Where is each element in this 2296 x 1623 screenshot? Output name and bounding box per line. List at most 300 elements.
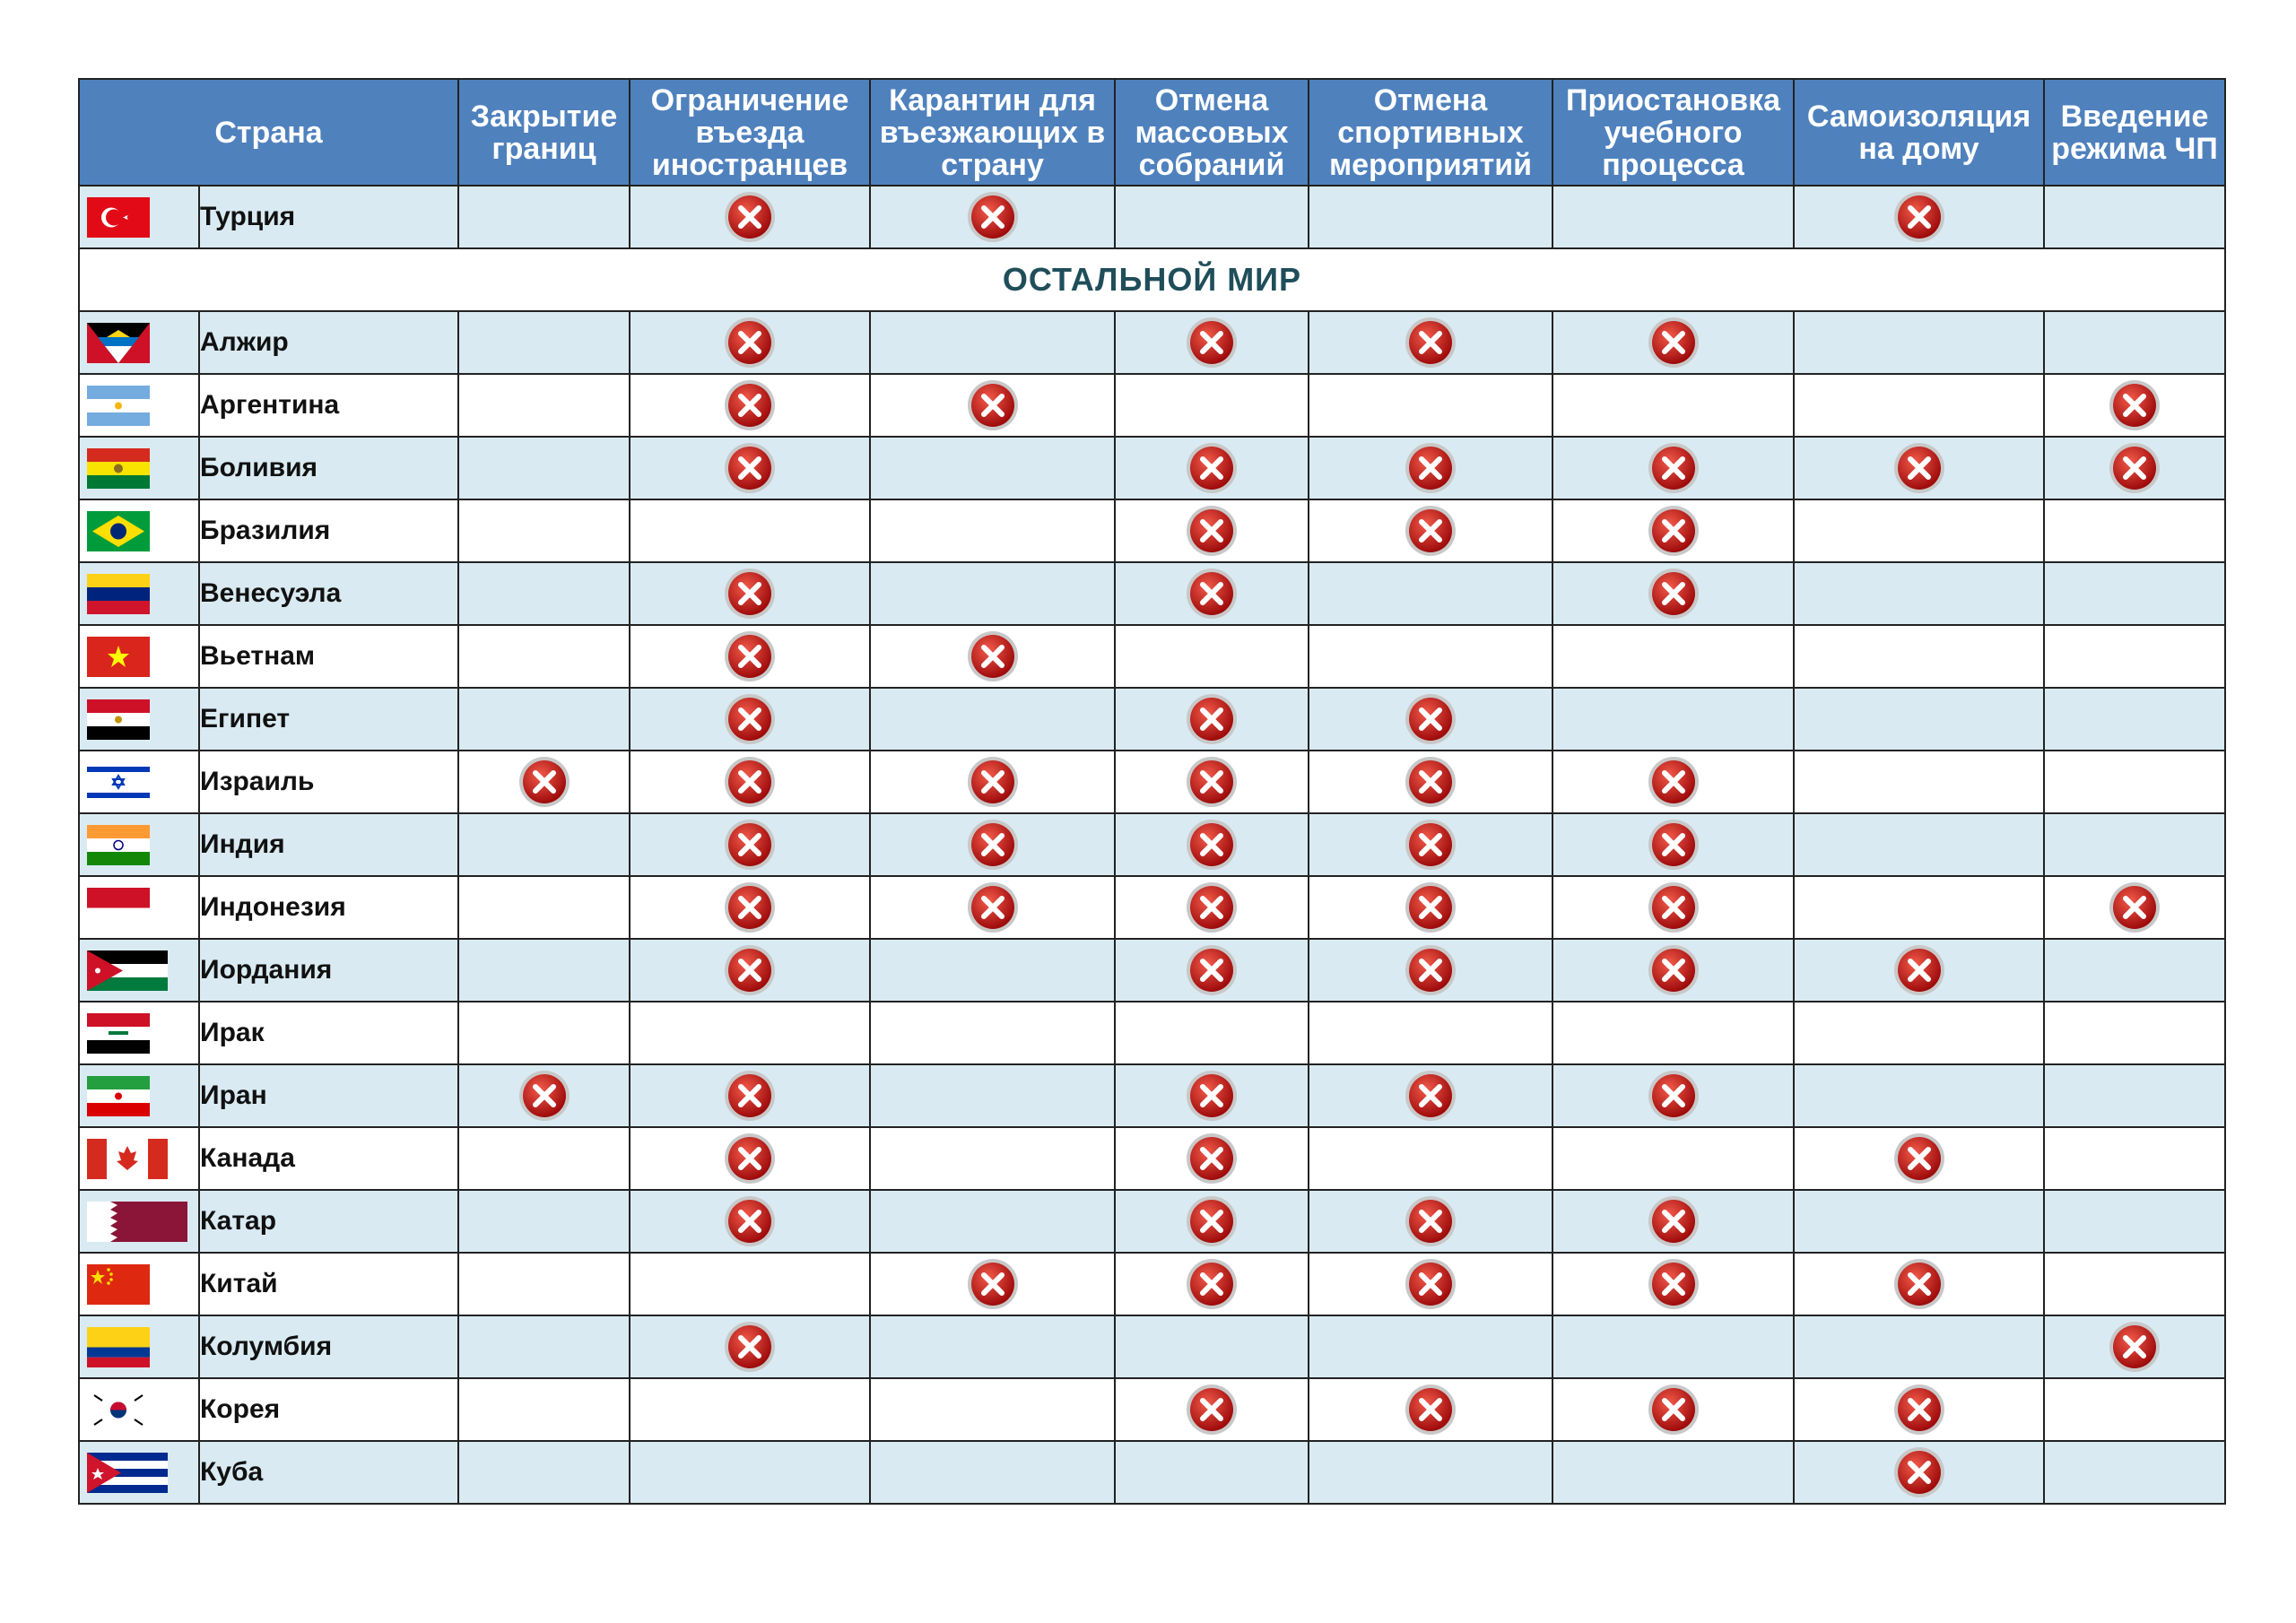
country-name: Венесуэла xyxy=(199,562,458,625)
cell-sport-events xyxy=(1309,186,1552,248)
cell-foreigner-entry xyxy=(630,876,870,939)
cell-emergency xyxy=(2044,499,2225,562)
cell-mass-gatherings xyxy=(1115,437,1309,499)
cell-mass-gatherings xyxy=(1115,625,1309,688)
x-circle-icon xyxy=(1185,1194,1239,1248)
x-circle-icon xyxy=(1892,190,1946,244)
cell-sport-events xyxy=(1309,1315,1552,1378)
flag-jordan-icon xyxy=(79,939,199,1002)
x-circle-icon xyxy=(1647,881,1700,934)
x-circle-icon xyxy=(966,629,1020,683)
cell-border-closure xyxy=(458,1002,630,1064)
cell-school-suspension xyxy=(1552,876,1794,939)
cell-sport-events xyxy=(1309,1064,1552,1127)
x-circle-icon xyxy=(1404,1383,1457,1436)
cell-emergency xyxy=(2044,751,2225,813)
cell-school-suspension xyxy=(1552,625,1794,688)
cell-school-suspension xyxy=(1552,1315,1794,1378)
country-name: Аргентина xyxy=(199,374,458,437)
cell-emergency xyxy=(2044,562,2225,625)
x-circle-icon xyxy=(723,881,777,934)
cell-foreigner-entry xyxy=(630,813,870,876)
x-circle-icon xyxy=(1892,1445,1946,1499)
cell-border-closure xyxy=(458,1441,630,1504)
x-circle-icon xyxy=(1647,1194,1700,1248)
x-circle-icon xyxy=(1647,818,1700,872)
country-name: Израиль xyxy=(199,751,458,813)
cell-mass-gatherings xyxy=(1115,876,1309,939)
flag-egypt-icon xyxy=(79,688,199,751)
flag-turkey-icon xyxy=(79,186,199,248)
x-circle-icon xyxy=(723,818,777,872)
x-circle-icon xyxy=(1185,692,1239,746)
table-row xyxy=(79,1441,2225,1504)
cell-foreigner-entry xyxy=(630,311,870,374)
table-row xyxy=(79,437,2225,499)
x-circle-icon xyxy=(1404,1194,1457,1248)
cell-school-suspension xyxy=(1552,1127,1794,1190)
cell-school-suspension xyxy=(1552,1064,1794,1127)
x-circle-icon xyxy=(1185,316,1239,369)
x-circle-icon xyxy=(723,1320,777,1374)
cell-arrival-quarantine xyxy=(870,751,1115,813)
cell-self-isolation xyxy=(1794,1315,2044,1378)
x-circle-icon xyxy=(1647,1257,1700,1311)
cell-mass-gatherings xyxy=(1115,1378,1309,1441)
cell-border-closure xyxy=(458,939,630,1002)
cell-emergency xyxy=(2044,876,2225,939)
cell-emergency xyxy=(2044,374,2225,437)
country-name: Египет xyxy=(199,688,458,751)
flag-indonesia-icon xyxy=(79,876,199,939)
table-body xyxy=(79,186,2225,1504)
cell-arrival-quarantine xyxy=(870,1127,1115,1190)
x-circle-icon xyxy=(723,378,777,432)
cell-border-closure xyxy=(458,1064,630,1127)
cell-arrival-quarantine xyxy=(870,813,1115,876)
cell-school-suspension xyxy=(1552,374,1794,437)
cell-arrival-quarantine xyxy=(870,688,1115,751)
cell-border-closure xyxy=(458,876,630,939)
cell-arrival-quarantine xyxy=(870,186,1115,248)
cell-foreigner-entry xyxy=(630,1002,870,1064)
x-circle-icon xyxy=(723,1069,777,1123)
cell-border-closure xyxy=(458,311,630,374)
cell-border-closure xyxy=(458,751,630,813)
flag-cuba-icon xyxy=(79,1441,199,1504)
x-circle-icon xyxy=(1404,504,1457,558)
country-name: Алжир xyxy=(199,311,458,374)
cell-school-suspension xyxy=(1552,311,1794,374)
cell-self-isolation xyxy=(1794,1002,2044,1064)
x-circle-icon xyxy=(723,567,777,621)
table-row xyxy=(79,562,2225,625)
table-row xyxy=(79,939,2225,1002)
table-header xyxy=(79,79,2225,186)
x-circle-icon xyxy=(1892,943,1946,997)
cell-border-closure xyxy=(458,1127,630,1190)
cell-border-closure xyxy=(458,374,630,437)
x-circle-icon xyxy=(1647,441,1700,495)
x-circle-icon xyxy=(2108,1320,2161,1374)
x-circle-icon xyxy=(1404,818,1457,872)
cell-sport-events xyxy=(1309,751,1552,813)
cell-sport-events xyxy=(1309,813,1552,876)
x-circle-icon xyxy=(2108,378,2161,432)
table-row xyxy=(79,1378,2225,1441)
cell-school-suspension xyxy=(1552,186,1794,248)
cell-sport-events xyxy=(1309,1253,1552,1315)
cell-foreigner-entry xyxy=(630,499,870,562)
x-circle-icon xyxy=(966,1257,1020,1311)
cell-emergency xyxy=(2044,1002,2225,1064)
flag-korea-icon xyxy=(79,1378,199,1441)
restrictions-table xyxy=(78,78,2226,1505)
x-circle-icon xyxy=(2108,881,2161,934)
table-row xyxy=(79,1315,2225,1378)
x-circle-icon xyxy=(1647,504,1700,558)
table-row xyxy=(79,625,2225,688)
cell-school-suspension xyxy=(1552,1002,1794,1064)
cell-emergency xyxy=(2044,625,2225,688)
x-circle-icon xyxy=(1404,316,1457,369)
cell-mass-gatherings xyxy=(1115,813,1309,876)
flag-china-icon xyxy=(79,1253,199,1315)
flag-colombia-icon xyxy=(79,1315,199,1378)
section-row xyxy=(79,248,2225,311)
x-circle-icon xyxy=(1647,1069,1700,1123)
x-circle-icon xyxy=(966,190,1020,244)
header-school-suspension: Приостановка учебного процесса xyxy=(1552,79,1794,186)
x-circle-icon xyxy=(1185,441,1239,495)
cell-mass-gatherings xyxy=(1115,1315,1309,1378)
table-row xyxy=(79,311,2225,374)
cell-arrival-quarantine xyxy=(870,1378,1115,1441)
table-row xyxy=(79,1253,2225,1315)
cell-border-closure xyxy=(458,813,630,876)
table-row xyxy=(79,1127,2225,1190)
country-name: Вьетнам xyxy=(199,625,458,688)
cell-emergency xyxy=(2044,1378,2225,1441)
cell-arrival-quarantine xyxy=(870,1253,1115,1315)
cell-mass-gatherings xyxy=(1115,1190,1309,1253)
cell-mass-gatherings xyxy=(1115,751,1309,813)
x-circle-icon xyxy=(1185,1132,1239,1185)
flag-qatar-icon xyxy=(79,1190,199,1253)
cell-mass-gatherings xyxy=(1115,939,1309,1002)
cell-sport-events xyxy=(1309,1190,1552,1253)
x-circle-icon xyxy=(1185,1383,1239,1436)
cell-foreigner-entry xyxy=(630,1253,870,1315)
x-circle-icon xyxy=(1647,1383,1700,1436)
cell-mass-gatherings xyxy=(1115,1253,1309,1315)
cell-arrival-quarantine xyxy=(870,1064,1115,1127)
cell-emergency xyxy=(2044,939,2225,1002)
cell-sport-events xyxy=(1309,562,1552,625)
table-row xyxy=(79,876,2225,939)
cell-foreigner-entry xyxy=(630,688,870,751)
x-circle-icon xyxy=(1404,755,1457,809)
header-border-closure: Закрытие границ xyxy=(458,79,630,186)
section-title: ОСТАЛЬНОЙ МИР xyxy=(79,248,2225,311)
header-country: Страна xyxy=(79,79,458,186)
x-circle-icon xyxy=(1404,692,1457,746)
country-name: Индонезия xyxy=(199,876,458,939)
cell-arrival-quarantine xyxy=(870,1002,1115,1064)
cell-self-isolation xyxy=(1794,186,2044,248)
cell-border-closure xyxy=(458,1315,630,1378)
flag-brazil-icon xyxy=(79,499,199,562)
cell-self-isolation xyxy=(1794,1378,2044,1441)
cell-mass-gatherings xyxy=(1115,688,1309,751)
header-foreigner-entry: Ограничение въезда иностранцев xyxy=(630,79,870,186)
x-circle-icon xyxy=(723,190,777,244)
cell-self-isolation xyxy=(1794,625,2044,688)
cell-arrival-quarantine xyxy=(870,311,1115,374)
cell-sport-events xyxy=(1309,876,1552,939)
x-circle-icon xyxy=(723,692,777,746)
flag-india-icon xyxy=(79,813,199,876)
x-circle-icon xyxy=(1647,316,1700,369)
cell-school-suspension xyxy=(1552,751,1794,813)
cell-emergency xyxy=(2044,1253,2225,1315)
cell-sport-events xyxy=(1309,499,1552,562)
cell-foreigner-entry xyxy=(630,939,870,1002)
cell-foreigner-entry xyxy=(630,437,870,499)
country-name: Колумбия xyxy=(199,1315,458,1378)
cell-emergency xyxy=(2044,311,2225,374)
cell-foreigner-entry xyxy=(630,1315,870,1378)
cell-mass-gatherings xyxy=(1115,1441,1309,1504)
header-sport-events: Отмена спортивных мероприятий xyxy=(1309,79,1552,186)
x-circle-icon xyxy=(723,316,777,369)
country-name: Канада xyxy=(199,1127,458,1190)
cell-sport-events xyxy=(1309,939,1552,1002)
x-circle-icon xyxy=(966,378,1020,432)
x-circle-icon xyxy=(1185,504,1239,558)
cell-border-closure xyxy=(458,1190,630,1253)
flag-israel-icon xyxy=(79,751,199,813)
flag-antigua-icon xyxy=(79,311,199,374)
cell-self-isolation xyxy=(1794,311,2044,374)
cell-self-isolation xyxy=(1794,437,2044,499)
table-row xyxy=(79,1002,2225,1064)
cell-arrival-quarantine xyxy=(870,1441,1115,1504)
flag-vietnam-icon xyxy=(79,625,199,688)
cell-emergency xyxy=(2044,1064,2225,1127)
cell-school-suspension xyxy=(1552,813,1794,876)
flag-iraq-icon xyxy=(79,1002,199,1064)
cell-foreigner-entry xyxy=(630,562,870,625)
cell-border-closure xyxy=(458,688,630,751)
cell-mass-gatherings xyxy=(1115,1002,1309,1064)
cell-school-suspension xyxy=(1552,688,1794,751)
header-arrival-quarantine: Карантин для въезжающих в страну xyxy=(870,79,1115,186)
cell-school-suspension xyxy=(1552,1190,1794,1253)
table-row xyxy=(79,374,2225,437)
cell-arrival-quarantine xyxy=(870,562,1115,625)
table-row xyxy=(79,688,2225,751)
x-circle-icon xyxy=(1185,818,1239,872)
cell-sport-events xyxy=(1309,1127,1552,1190)
x-circle-icon xyxy=(1892,1132,1946,1185)
cell-school-suspension xyxy=(1552,1378,1794,1441)
cell-mass-gatherings xyxy=(1115,499,1309,562)
x-circle-icon xyxy=(966,818,1020,872)
cell-emergency xyxy=(2044,186,2225,248)
cell-border-closure xyxy=(458,625,630,688)
cell-border-closure xyxy=(458,499,630,562)
cell-arrival-quarantine xyxy=(870,876,1115,939)
table-row xyxy=(79,1064,2225,1127)
cell-self-isolation xyxy=(1794,688,2044,751)
x-circle-icon xyxy=(723,441,777,495)
cell-emergency xyxy=(2044,1315,2225,1378)
cell-border-closure xyxy=(458,1378,630,1441)
x-circle-icon xyxy=(1647,755,1700,809)
table-row xyxy=(79,499,2225,562)
country-name: Турция xyxy=(199,186,458,248)
cell-mass-gatherings xyxy=(1115,311,1309,374)
cell-emergency xyxy=(2044,1190,2225,1253)
cell-school-suspension xyxy=(1552,437,1794,499)
cell-arrival-quarantine xyxy=(870,499,1115,562)
cell-emergency xyxy=(2044,688,2225,751)
table-row xyxy=(79,751,2225,813)
country-name: Ирак xyxy=(199,1002,458,1064)
cell-foreigner-entry xyxy=(630,1441,870,1504)
cell-emergency xyxy=(2044,813,2225,876)
cell-foreigner-entry xyxy=(630,751,870,813)
cell-border-closure xyxy=(458,1253,630,1315)
country-name: Иран xyxy=(199,1064,458,1127)
cell-emergency xyxy=(2044,1127,2225,1190)
cell-sport-events xyxy=(1309,1002,1552,1064)
x-circle-icon xyxy=(723,1132,777,1185)
cell-emergency xyxy=(2044,437,2225,499)
cell-sport-events xyxy=(1309,311,1552,374)
table-row xyxy=(79,186,2225,248)
country-name: Катар xyxy=(199,1190,458,1253)
x-circle-icon xyxy=(1404,1069,1457,1123)
cell-arrival-quarantine xyxy=(870,939,1115,1002)
flag-iran-icon xyxy=(79,1064,199,1127)
x-circle-icon xyxy=(723,943,777,997)
cell-arrival-quarantine xyxy=(870,1315,1115,1378)
country-name: Куба xyxy=(199,1441,458,1504)
x-circle-icon xyxy=(1647,567,1700,621)
x-circle-icon xyxy=(1185,755,1239,809)
x-circle-icon xyxy=(517,1069,571,1123)
cell-mass-gatherings xyxy=(1115,1127,1309,1190)
x-circle-icon xyxy=(1647,943,1700,997)
cell-foreigner-entry xyxy=(630,374,870,437)
cell-foreigner-entry xyxy=(630,1127,870,1190)
x-circle-icon xyxy=(1404,441,1457,495)
cell-foreigner-entry xyxy=(630,186,870,248)
country-name: Боливия xyxy=(199,437,458,499)
cell-sport-events xyxy=(1309,374,1552,437)
cell-self-isolation xyxy=(1794,1253,2044,1315)
cell-self-isolation xyxy=(1794,876,2044,939)
flag-argentina-icon xyxy=(79,374,199,437)
cell-self-isolation xyxy=(1794,562,2044,625)
cell-self-isolation xyxy=(1794,751,2044,813)
cell-sport-events xyxy=(1309,688,1552,751)
table-row xyxy=(79,813,2225,876)
x-circle-icon xyxy=(1892,1257,1946,1311)
cell-school-suspension xyxy=(1552,1441,1794,1504)
cell-school-suspension xyxy=(1552,562,1794,625)
header-mass-gatherings: Отмена массовых собраний xyxy=(1115,79,1309,186)
cell-sport-events xyxy=(1309,1378,1552,1441)
country-name: Иордания xyxy=(199,939,458,1002)
cell-arrival-quarantine xyxy=(870,1190,1115,1253)
x-circle-icon xyxy=(1404,943,1457,997)
country-name: Индия xyxy=(199,813,458,876)
cell-sport-events xyxy=(1309,1441,1552,1504)
cell-arrival-quarantine xyxy=(870,625,1115,688)
flag-venezuela-icon xyxy=(79,562,199,625)
cell-border-closure xyxy=(458,562,630,625)
cell-self-isolation xyxy=(1794,1064,2044,1127)
flag-bolivia-icon xyxy=(79,437,199,499)
cell-self-isolation xyxy=(1794,1127,2044,1190)
cell-sport-events xyxy=(1309,437,1552,499)
x-circle-icon xyxy=(723,1194,777,1248)
header-emergency: Введение режима ЧП xyxy=(2044,79,2225,186)
cell-arrival-quarantine xyxy=(870,437,1115,499)
cell-foreigner-entry xyxy=(630,1190,870,1253)
x-circle-icon xyxy=(1892,441,1946,495)
cell-foreigner-entry xyxy=(630,625,870,688)
cell-mass-gatherings xyxy=(1115,374,1309,437)
cell-self-isolation xyxy=(1794,939,2044,1002)
x-circle-icon xyxy=(723,629,777,683)
cell-border-closure xyxy=(458,437,630,499)
x-circle-icon xyxy=(1185,567,1239,621)
cell-border-closure xyxy=(458,186,630,248)
cell-foreigner-entry xyxy=(630,1064,870,1127)
x-circle-icon xyxy=(723,755,777,809)
x-circle-icon xyxy=(1404,1257,1457,1311)
cell-arrival-quarantine xyxy=(870,374,1115,437)
x-circle-icon xyxy=(2108,441,2161,495)
x-circle-icon xyxy=(1185,1257,1239,1311)
cell-mass-gatherings xyxy=(1115,562,1309,625)
x-circle-icon xyxy=(1185,943,1239,997)
x-circle-icon xyxy=(517,755,571,809)
cell-self-isolation xyxy=(1794,499,2044,562)
x-circle-icon xyxy=(1892,1383,1946,1436)
x-circle-icon xyxy=(1185,1069,1239,1123)
cell-school-suspension xyxy=(1552,939,1794,1002)
cell-school-suspension xyxy=(1552,499,1794,562)
cell-mass-gatherings xyxy=(1115,1064,1309,1127)
table-row xyxy=(79,1190,2225,1253)
cell-emergency xyxy=(2044,1441,2225,1504)
x-circle-icon xyxy=(966,755,1020,809)
country-name: Бразилия xyxy=(199,499,458,562)
x-circle-icon xyxy=(1185,881,1239,934)
cell-self-isolation xyxy=(1794,813,2044,876)
cell-self-isolation xyxy=(1794,374,2044,437)
country-name: Китай xyxy=(199,1253,458,1315)
cell-self-isolation xyxy=(1794,1441,2044,1504)
x-circle-icon xyxy=(966,881,1020,934)
header-self-isolation: Самоизоляция на дому xyxy=(1794,79,2044,186)
cell-mass-gatherings xyxy=(1115,186,1309,248)
